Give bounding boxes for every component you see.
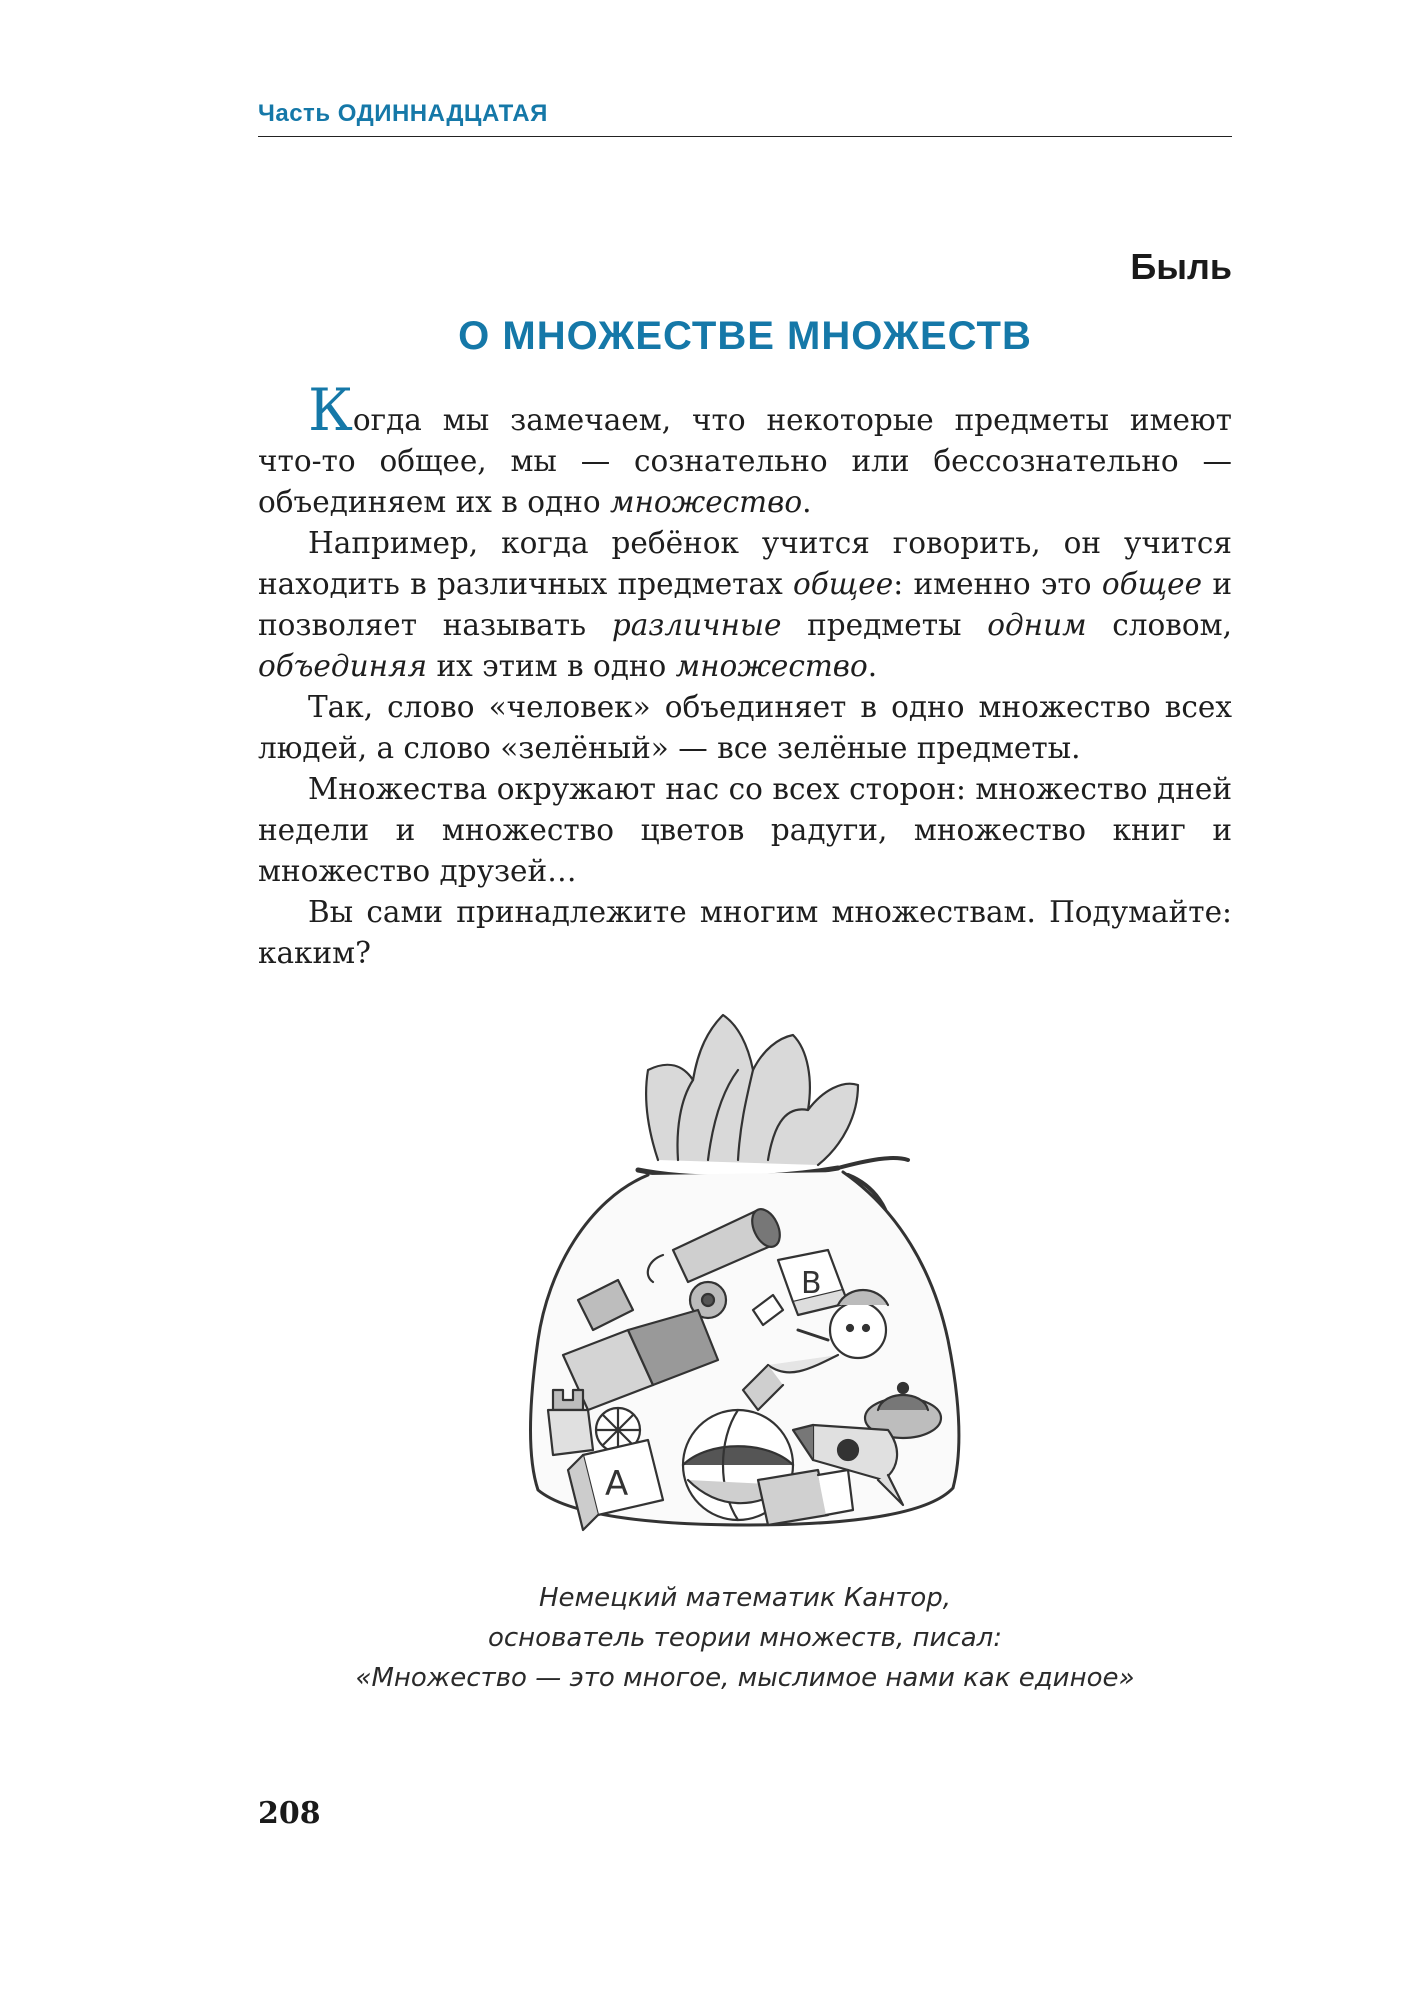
paragraph-2-text-c: и позволяет называть <box>258 567 1232 642</box>
running-head <box>258 100 1232 137</box>
emphasis-one: одним <box>987 608 1087 642</box>
paragraph-3: Так, слово «человек» объединяет в одно множество всех людей, а слово «зелёный» — все зелёные предметы. <box>258 690 1232 765</box>
emphasis-set: множество <box>610 485 803 519</box>
emphasis-uniting: объединяя <box>258 649 428 683</box>
running-head-part-name: ОДИННАДЦАТАЯ <box>337 100 548 127</box>
emphasis-set-2: множество <box>675 649 868 683</box>
caption-line-1: Немецкий математик Кантор, <box>538 1583 952 1613</box>
block-a-label: A <box>605 1464 629 1504</box>
paragraph-2-text-e: словом, <box>1086 608 1232 642</box>
emphasis-common-2: общее <box>1101 567 1203 601</box>
page-number: 208 <box>258 1796 321 1831</box>
running-head-part-word: Часть <box>258 100 331 127</box>
paragraph-1 <box>258 376 1232 523</box>
paragraph-4: Множества окружают нас со всех сторон: множество дней недели и множество цветов радуги, множество книг и множество друзей… <box>258 772 1232 888</box>
story-title: О МНОЖЕСТВЕ МНОЖЕСТВ <box>458 314 1032 358</box>
illustration-caption <box>258 1578 1232 1698</box>
paragraph-2-text-a: Например, когда ребёнок учится говорить, он учится находить в различных предметах <box>258 526 1232 601</box>
paragraph-2-text-f: их этим в одно <box>427 649 676 683</box>
paragraph-2-text-d: предметы <box>781 608 988 642</box>
drop-cap: К <box>308 376 353 444</box>
paragraph-2 <box>258 523 1232 687</box>
genre-label: Быль <box>1130 246 1232 287</box>
caption-line-2: основатель теории множеств, писал: <box>487 1623 1003 1653</box>
paragraph-5: Вы сами принадлежите многим множествам. Подумайте: каким? <box>258 895 1232 970</box>
paragraph-1-text: огда мы замечаем, что некоторые предметы имеют что-то общее, мы — сознательно или бессознательно — объединяем их в одно <box>258 403 1232 519</box>
paragraph-1-end: . <box>802 485 812 519</box>
emphasis-common-1: общее <box>793 567 894 601</box>
story-body <box>258 376 1232 974</box>
paragraph-2-end: . <box>867 649 878 683</box>
paragraph-2-text-b: : именно это <box>893 567 1102 601</box>
caption-line-3: «Множество — это многое, мыслимое нами как единое» <box>355 1663 1135 1693</box>
bag-of-toys-illustration <box>508 1010 978 1555</box>
block-b-label: B <box>801 1266 822 1301</box>
bag-ruffle <box>646 1015 858 1165</box>
emphasis-various: различные <box>611 608 782 642</box>
